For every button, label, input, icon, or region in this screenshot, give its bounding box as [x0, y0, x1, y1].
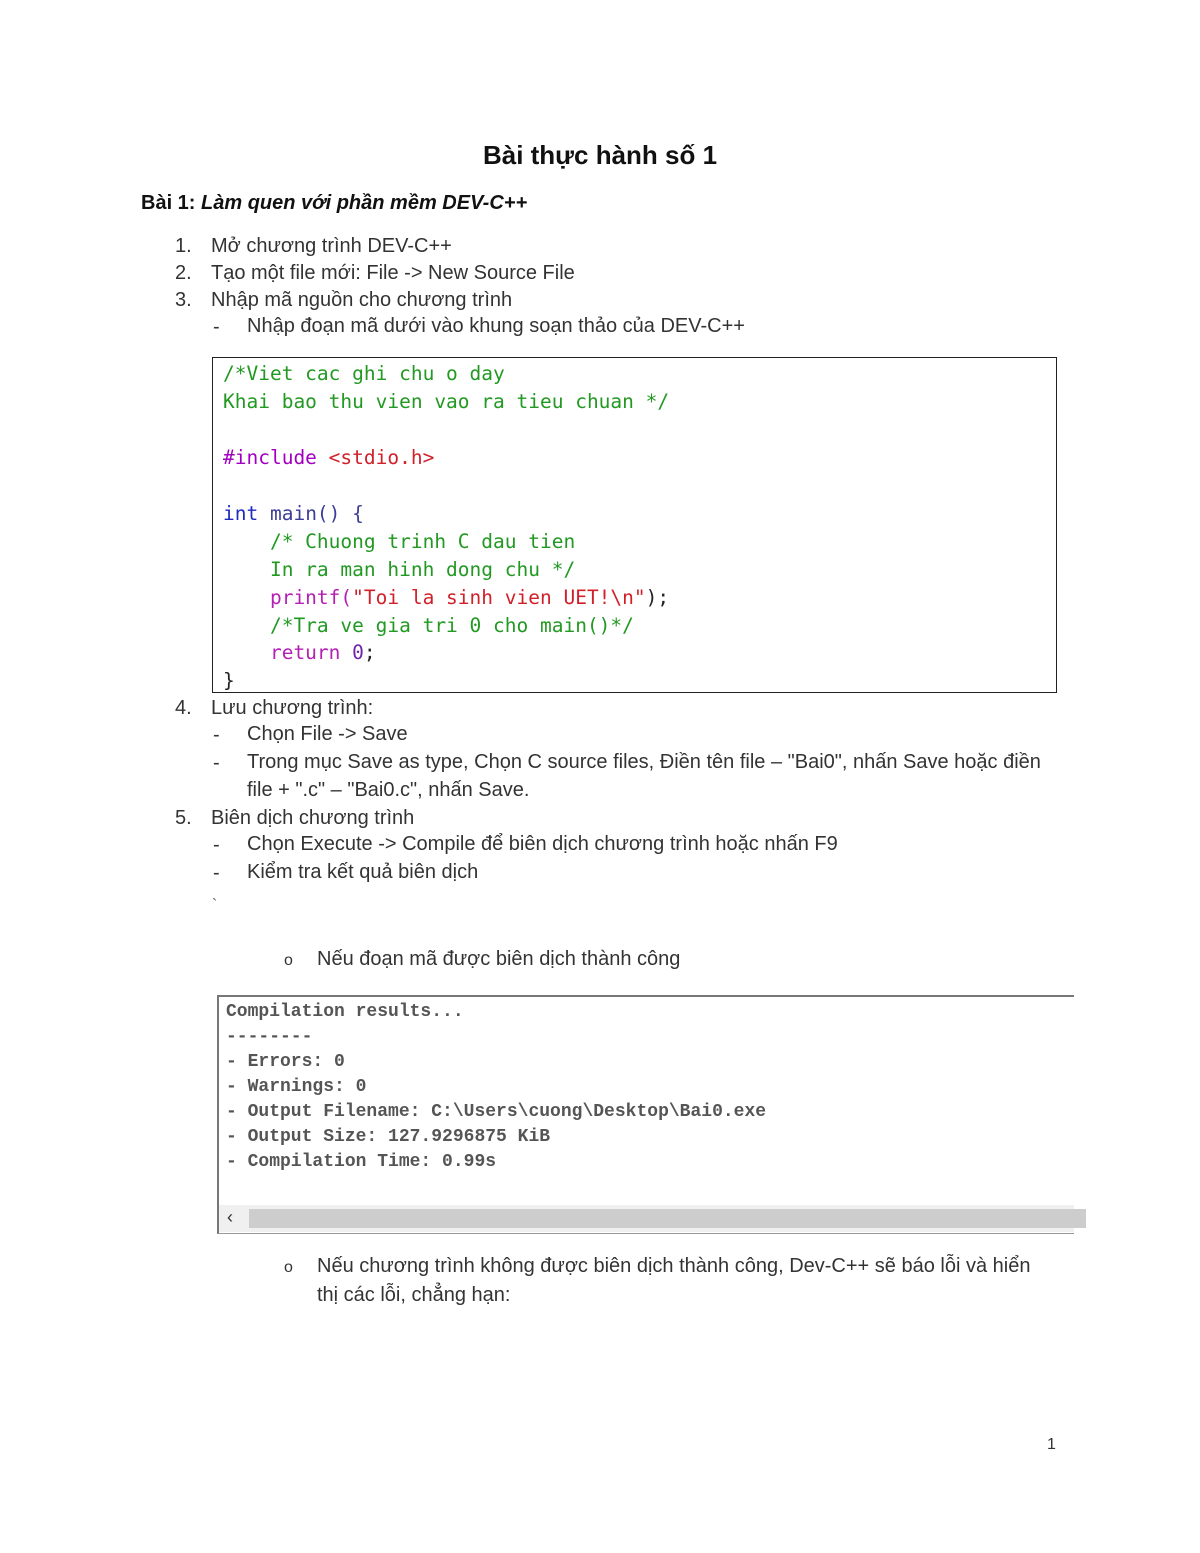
step-text: Nhập mã nguồn cho chương trình — [211, 289, 513, 311]
code-directive: #include — [223, 446, 317, 469]
bullet-marker: o — [284, 1259, 293, 1276]
dash-marker: - — [213, 752, 220, 774]
section-label: Bài 1: — [141, 192, 196, 214]
code-main: main() { — [258, 502, 364, 525]
code-line: Khai bao thu vien vao ra tieu chuan */ — [223, 390, 670, 413]
step-text: Mở chương trình DEV-C++ — [211, 235, 452, 257]
step-number: 1. — [175, 235, 192, 257]
sub-step-text: Kiểm tra kết quả biên dịch — [247, 861, 479, 883]
step-number: 3. — [175, 289, 192, 311]
section-heading — [141, 192, 527, 215]
code-keyword: return — [223, 641, 341, 664]
dash-marker: - — [213, 834, 220, 856]
page-title: Bài thực hành số 1 — [482, 140, 718, 170]
result-line: - Compilation Time: 0.99s — [226, 1152, 497, 1172]
code-line — [223, 446, 434, 469]
step-number: 4. — [175, 697, 192, 719]
step-number: 5. — [175, 807, 192, 829]
code-line: In ra man hinh dong chu */ — [223, 558, 576, 581]
step-text: Biên dịch chương trình — [211, 807, 415, 829]
step-text: Tạo một file mới: File -> New Source File — [211, 262, 575, 284]
code-number: 0 — [340, 641, 364, 664]
code-punct: ; — [363, 641, 376, 664]
result-line: - Output Size: 127.9296875 KiB — [226, 1127, 551, 1147]
code-line: /*Tra ve gia tri 0 cho main()*/ — [223, 614, 634, 637]
chevron-left-icon[interactable]: ‹ — [227, 1207, 233, 1227]
code-line: /* Chuong trinh C dau tien — [223, 530, 576, 553]
dash-marker: - — [213, 724, 220, 746]
result-line: - Warnings: 0 — [226, 1077, 367, 1097]
code-punct: ); — [645, 586, 670, 609]
code-line — [223, 586, 669, 609]
bullet-text: Nếu chương trình không được biên dịch thành công, Dev-C++ sẽ báo lỗi và hiển thị các lỗi, chẳng hạn: — [317, 1255, 1031, 1306]
page-number: 1 — [1047, 1436, 1056, 1453]
code-string: "Toi la sinh vien UET!\n" — [352, 586, 646, 609]
bullet-text: Nếu đoạn mã được biên dịch thành công — [317, 948, 681, 970]
result-line: - Output Filename: C:\Users\cuong\Desktop\Bai0.exe — [226, 1102, 767, 1122]
horizontal-scrollbar[interactable] — [219, 1205, 1074, 1232]
result-line: - Errors: 0 — [226, 1052, 345, 1072]
sub-step-text: Trong mục Save as type, Chọn C source files, Điền tên file – "Bai0", nhấn Save hoặc điền file + ".c" – "Bai0.c", nhấn Save. — [247, 751, 1041, 801]
step-text: Lưu chương trình: — [211, 697, 374, 719]
code-type: int — [223, 502, 259, 525]
code-line — [223, 502, 364, 525]
step-number: 2. — [175, 262, 192, 284]
code-header: <stdio.h> — [328, 446, 435, 469]
dash-marker: - — [213, 316, 220, 338]
code-function: printf( — [223, 586, 353, 609]
sub-step-text: Chọn Execute -> Compile để biên dịch chương trình hoặc nhấn F9 — [247, 833, 838, 855]
section-subtitle: Làm quen với phần mềm DEV-C++ — [201, 192, 528, 214]
sub-step-text: Nhập đoạn mã dưới vào khung soạn thảo của DEV-C++ — [247, 315, 745, 337]
result-line: -------- — [226, 1027, 313, 1047]
sub-step-text: Chọn File -> Save — [247, 723, 408, 745]
scroll-thumb[interactable] — [249, 1209, 1086, 1228]
code-line: /*Viet cac ghi chu o day — [223, 362, 505, 385]
code-line: } — [223, 669, 235, 692]
code-line — [223, 641, 376, 664]
result-line: Compilation results... — [226, 1002, 464, 1022]
bullet-marker: o — [284, 952, 293, 969]
dash-marker: - — [213, 862, 220, 884]
stray-mark: ` — [212, 897, 218, 914]
